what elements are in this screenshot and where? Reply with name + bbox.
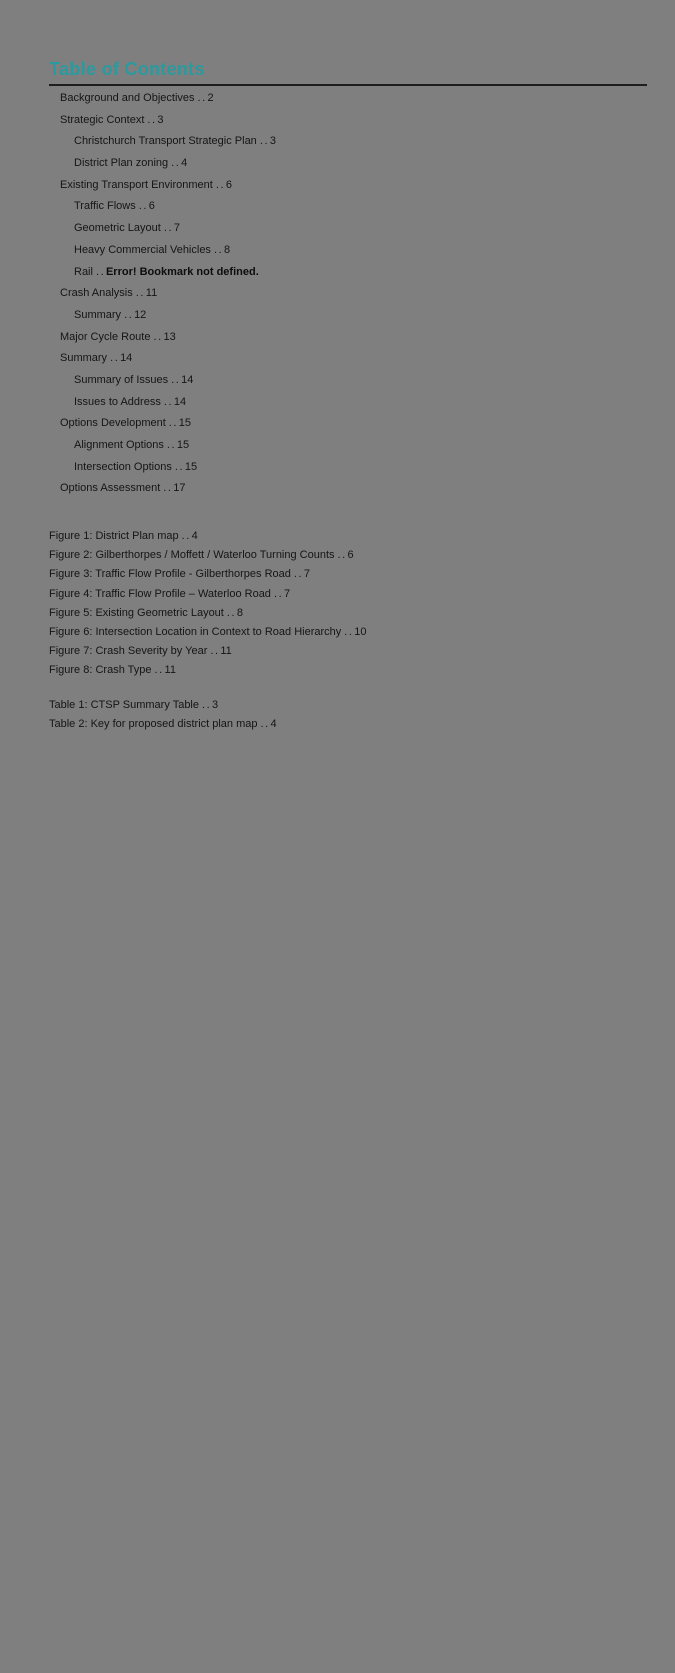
entry-page-number: 2 (208, 92, 675, 1047)
dot-leader (167, 439, 175, 451)
entry-page-number: 17 (173, 482, 675, 1437)
dot-leader (155, 664, 163, 676)
entry-page-number: Error! Bookmark not defined. (106, 266, 675, 1221)
entry-label: Rail (74, 265, 93, 278)
entry-page-number: 15 (185, 461, 675, 1416)
entry-label: Table 1: CTSP Summary Table (49, 698, 199, 711)
toc-entry[interactable] (49, 244, 647, 266)
dot-leader (294, 568, 302, 580)
entry-page-number: 6 (226, 179, 675, 1134)
entry-label: Major Cycle Route (60, 330, 151, 343)
entry-label: Options Assessment (60, 482, 161, 495)
dot-leader (260, 135, 268, 147)
entry-page-number: 14 (181, 374, 675, 1329)
dot-leader (198, 92, 206, 104)
heading-rule (49, 84, 647, 86)
dot-leader (163, 482, 171, 494)
entry-label: Existing Transport Environment (60, 178, 213, 191)
dot-leader (202, 699, 210, 711)
dot-leader (96, 266, 104, 278)
entry-label: Issues to Address (74, 395, 161, 408)
entry-page-number: 3 (270, 135, 675, 1090)
dot-leader (139, 200, 147, 212)
entry-label: Heavy Commercial Vehicles (74, 243, 211, 256)
entry-label: Summary (60, 352, 108, 365)
entry-page-number: 12 (134, 309, 675, 1264)
entry-label: Figure 1: District Plan map (49, 530, 179, 543)
dot-leader (164, 396, 172, 408)
entry-label: Options Development (60, 417, 166, 430)
dot-leader (110, 352, 118, 364)
entry-page-number: 8 (237, 607, 675, 1562)
entry-label: Figure 3: Traffic Flow Profile - Gilberthorpes Road (49, 568, 291, 581)
entry-label: Summary of Issues (74, 373, 169, 386)
dot-leader (124, 309, 132, 321)
dot-leader (274, 588, 282, 600)
toc-entry[interactable] (49, 157, 647, 179)
entry-page-number: 14 (120, 352, 675, 1307)
dot-leader (171, 374, 179, 386)
entry-page-number: 3 (212, 699, 675, 1654)
entry-label: Figure 5: Existing Geometric Layout (49, 606, 224, 619)
entry-page-number: 6 (149, 200, 675, 1155)
entry-label: Strategic Context (60, 113, 145, 126)
toc-heading: Table of Contents (49, 59, 205, 79)
toc-entry[interactable] (49, 114, 647, 136)
entry-page-number: 4 (192, 530, 675, 1485)
entry-label: Table 2: Key for proposed district plan map (49, 717, 258, 730)
dot-leader (261, 718, 269, 730)
dot-leader (216, 179, 224, 191)
dot-leader (171, 157, 179, 169)
entry-label: Figure 8: Crash Type (49, 664, 152, 677)
dot-leader (182, 530, 190, 542)
entry-page-number: 11 (146, 287, 675, 1242)
entry-label: District Plan zoning (74, 157, 169, 170)
entry-label: Geometric Layout (74, 222, 161, 235)
dot-leader (164, 222, 172, 234)
dot-leader (147, 114, 155, 126)
entry-page-number: 15 (179, 417, 675, 1372)
entry-label: Figure 7: Crash Severity by Year (49, 645, 208, 658)
entry-page-number: 4 (271, 718, 675, 1673)
entry-page-number: 3 (157, 114, 675, 1069)
entry-label: Figure 2: Gilberthorpes / Moffett / Waterloo Turning Counts (49, 549, 335, 562)
toc-entry[interactable] (49, 222, 647, 244)
entry-label: Christchurch Transport Strategic Plan (74, 135, 257, 148)
entry-label: Figure 6: Intersection Location in Context to Road Hierarchy (49, 626, 342, 638)
entry-label: Background and Objectives (60, 92, 195, 104)
dot-leader (169, 417, 177, 429)
dot-leader (344, 626, 352, 638)
entry-page-number: 7 (284, 588, 675, 1543)
dot-leader (175, 461, 183, 473)
entry-label: Traffic Flows (74, 200, 136, 213)
dot-leader (210, 645, 218, 657)
entry-label: Crash Analysis (60, 287, 133, 300)
entry-page-number: 6 (348, 549, 675, 1504)
entry-page-number: 7 (174, 222, 675, 1177)
dot-leader (136, 287, 144, 299)
dot-leader (153, 331, 161, 343)
dot-leader (338, 549, 346, 561)
toc-list (49, 92, 647, 504)
toc-entry[interactable] (49, 352, 647, 374)
entry-page-number: 8 (224, 244, 675, 1199)
toc-entry[interactable] (49, 200, 647, 222)
toc-entry[interactable] (49, 92, 647, 114)
entry-page-number: 13 (163, 331, 675, 1286)
entry-page-number: 10 (354, 626, 675, 1581)
toc-entry[interactable] (49, 135, 647, 157)
entry-page-number: 15 (177, 439, 675, 1394)
entry-label: Alignment Options (74, 439, 164, 451)
entry-label: Figure 4: Traffic Flow Profile – Waterloo Road (49, 587, 271, 600)
toc-entry[interactable] (49, 179, 647, 201)
dot-leader (227, 607, 235, 619)
toc-entry[interactable] (49, 309, 647, 331)
entry-label: Intersection Options (74, 460, 172, 473)
entry-page-number: 14 (174, 396, 675, 1351)
toc-entry[interactable] (49, 266, 647, 288)
entry-page-number: 4 (181, 157, 675, 1112)
entry-page-number: 11 (220, 645, 675, 1600)
entry-page-number: 7 (304, 568, 675, 1523)
page-content (0, 0, 675, 737)
entry-page-number: 11 (165, 664, 675, 1619)
entry-label: Summary (74, 308, 122, 321)
dot-leader (214, 244, 222, 256)
